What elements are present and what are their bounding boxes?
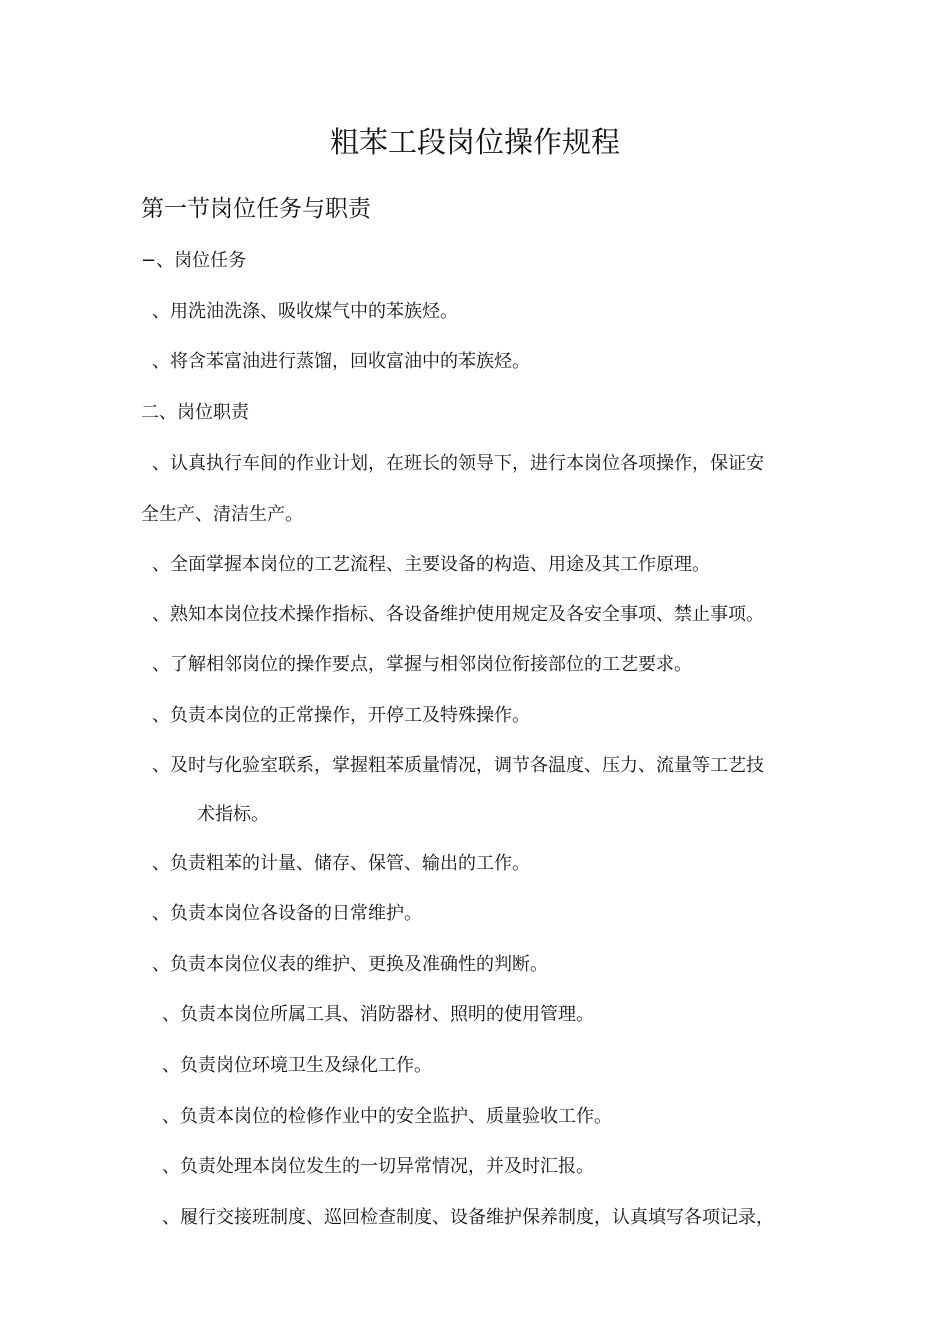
document-title: 粗苯工段岗位操作规程 <box>329 125 620 159</box>
duty-line: 术指标。 <box>197 804 269 825</box>
duty-line: 、熟知本岗位技术操作指标、各设备维护使用规定及各安全事项、禁止事项。 <box>152 604 764 625</box>
duty-line: 、负责处理本岗位发生的一切异常情况，并及时汇报。 <box>162 1156 594 1177</box>
task-line: 、用洗油洗涤、吸收煤气中的苯族烃。 <box>152 301 458 322</box>
duty-line: 、负责本岗位所属工具、消防器材、照明的使用管理。 <box>162 1004 594 1025</box>
section-title: 第一节岗位任务与职责 <box>141 196 371 222</box>
task-line: 、将含苯富油进行蒸馏，回收富油中的苯族烃。 <box>152 351 530 372</box>
duty-line: 、负责岗位环境卫生及绿化工作。 <box>162 1055 432 1076</box>
duty-line: 、负责本岗位各设备的日常维护。 <box>152 903 422 924</box>
duty-line: 、履行交接班制度、巡回检查制度、设备维护保养制度，认真填写各项记录， <box>162 1207 774 1228</box>
duty-line: 、认真执行车间的作业计划，在班长的领导下，进行本岗位各项操作，保证安 <box>152 453 764 474</box>
duty-line: 、负责本岗位的正常操作，开停工及特殊操作。 <box>152 705 530 726</box>
duty-line: 、负责本岗位的检修作业中的安全监护、质量验收工作。 <box>162 1106 612 1127</box>
duty-line: 、负责本岗位仪表的维护、更换及准确性的判断。 <box>152 954 548 975</box>
part-heading-duties: 二、岗位职责 <box>141 402 249 423</box>
part-heading-tasks: −、岗位任务 <box>141 250 247 271</box>
duty-line: 、全面掌握本岗位的工艺流程、主要设备的构造、用途及其工作原理。 <box>152 554 710 575</box>
duty-line: 、了解相邻岗位的操作要点，掌握与相邻岗位衔接部位的工艺要求。 <box>152 654 692 675</box>
duty-line: 、负责粗苯的计量、储存、保管、输出的工作。 <box>152 853 530 874</box>
duty-line: 、及时与化验室联系，掌握粗苯质量情况，调节各温度、压力、流量等工艺技 <box>152 755 764 776</box>
duty-line: 全生产、清洁生产。 <box>141 504 303 525</box>
